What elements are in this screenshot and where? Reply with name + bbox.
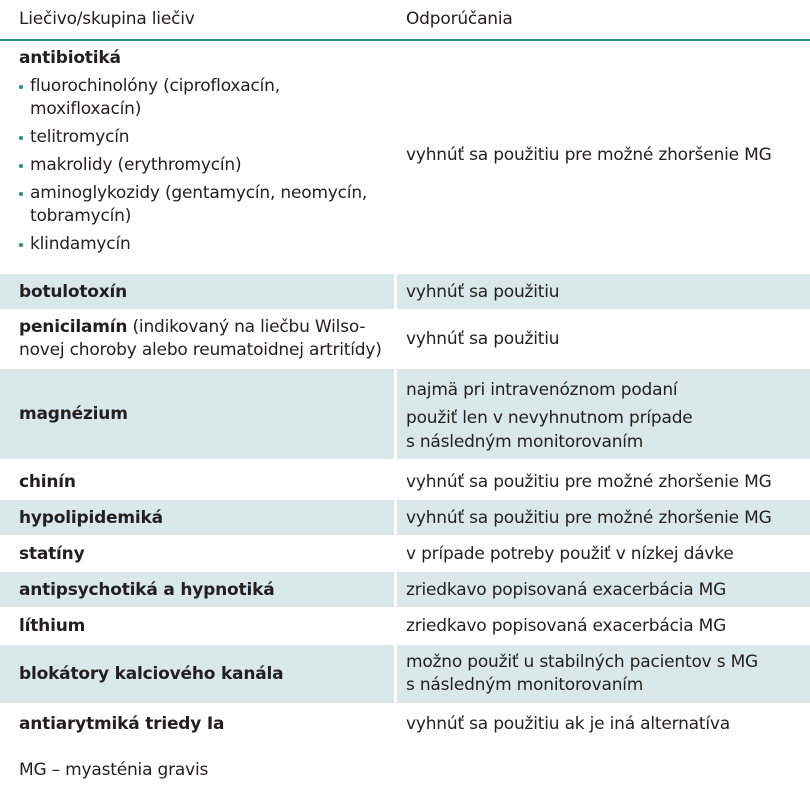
drug-cell	[0, 310, 394, 368]
recommendation-text: vyhnúť sa použitiu pre možné zhoršenie MG	[406, 471, 772, 492]
footnote: MG – myasténia gravis	[19, 760, 209, 780]
drug-name: antipsychotiká a hypnotiká	[19, 579, 275, 600]
recommendation-cell	[397, 500, 810, 535]
recommendation-text: v prípade potreby použiť v nízkej dávke	[406, 543, 734, 564]
table-row	[0, 705, 810, 743]
recommendation-cell	[397, 310, 810, 368]
recommendation-text: vyhnúť sa použitiu pre možné zhoršenie MG	[406, 507, 772, 528]
drug-cell	[0, 705, 394, 743]
row-divider	[0, 459, 810, 460]
drug-name: statíny	[19, 543, 85, 564]
recommendation-cell	[397, 608, 810, 643]
table-row	[0, 41, 810, 269]
list-item: fluorochinolóny (ciprofloxacín, moxifloxacín)	[19, 75, 394, 121]
recommendation-text: vyhnúť sa použitiu	[406, 281, 560, 302]
table-row	[0, 500, 810, 535]
recommendation-cell	[397, 536, 810, 571]
table-row	[0, 310, 810, 368]
recommendation-line: najmä pri intravenóznom podaní	[406, 379, 678, 400]
drug-cell	[0, 645, 394, 703]
drug-cell	[0, 369, 394, 459]
recommendation-text: zriedkavo popisovaná exacerbácia MG	[406, 615, 727, 636]
table-row	[0, 464, 810, 499]
drug-cell	[0, 41, 394, 269]
recommendation-text: vyhnúť sa použitiu pre možné zhoršenie MG	[406, 145, 772, 165]
table-row	[0, 369, 810, 459]
drug-name: magnézium	[19, 404, 128, 424]
recommendation-cell	[397, 369, 810, 459]
recommendation-cell	[397, 464, 810, 499]
antibiotic-list	[19, 75, 394, 256]
table-row	[0, 572, 810, 607]
drug-cell	[0, 274, 394, 309]
list-item: klindamycín	[19, 233, 394, 256]
drug-name: botulotoxín	[19, 281, 128, 302]
recommendation-line: možno použiť u stabilných pacientov s MG	[406, 652, 759, 672]
list-item: telitromycín	[19, 126, 394, 149]
recommendation-line: použiť len v nevyhnutnom prípade	[406, 407, 693, 428]
recommendation-text: zriedkavo popisovaná exacerbácia MG	[406, 579, 727, 600]
recommendation-cell	[397, 274, 810, 309]
row-divider	[0, 269, 810, 270]
header-drug: Liečivo/skupina liečiv	[19, 9, 195, 29]
table-row	[0, 608, 810, 643]
recommendation-cell	[397, 645, 810, 703]
drug-cell	[0, 572, 394, 607]
recommendation-cell	[397, 41, 810, 269]
table-header	[0, 0, 810, 41]
recommendation-line: s následným monitorovaním	[406, 431, 644, 452]
table-row	[0, 536, 810, 571]
drug-name: antibiotiká	[19, 48, 121, 68]
list-item: makrolidy (erythromycín)	[19, 154, 394, 177]
drug-cell	[0, 464, 394, 499]
table-row	[0, 274, 810, 309]
recommendation-text: vyhnúť sa použitiu	[406, 329, 560, 349]
recommendation-line: s následným monitorovaním	[406, 675, 644, 695]
recommendation-text: vyhnúť sa použitiu ak je iná alternatíva	[406, 714, 730, 734]
drug-name: penicilamín	[19, 317, 128, 337]
drug-cell	[0, 536, 394, 571]
drug-name: chinín	[19, 471, 76, 492]
drug-cell	[0, 500, 394, 535]
list-item: aminoglykozidy (gentamycín, neomycín, tobramycín)	[19, 182, 394, 228]
drug-name: antiarytmiká triedy Ia	[19, 714, 225, 734]
drug-cell	[0, 608, 394, 643]
drug-name: blokátory kalciového kanála	[19, 664, 284, 684]
table-row	[0, 645, 810, 703]
drug-name: hypolipidemiká	[19, 507, 163, 528]
drug-note: (indikovaný na liečbu Wilso-novej choroby alebo reumatoidnej artritídy)	[19, 317, 382, 360]
drug-name: líthium	[19, 615, 86, 636]
header-recommendation: Odporúčania	[406, 9, 513, 29]
recommendation-cell	[397, 705, 810, 743]
recommendation-cell	[397, 572, 810, 607]
